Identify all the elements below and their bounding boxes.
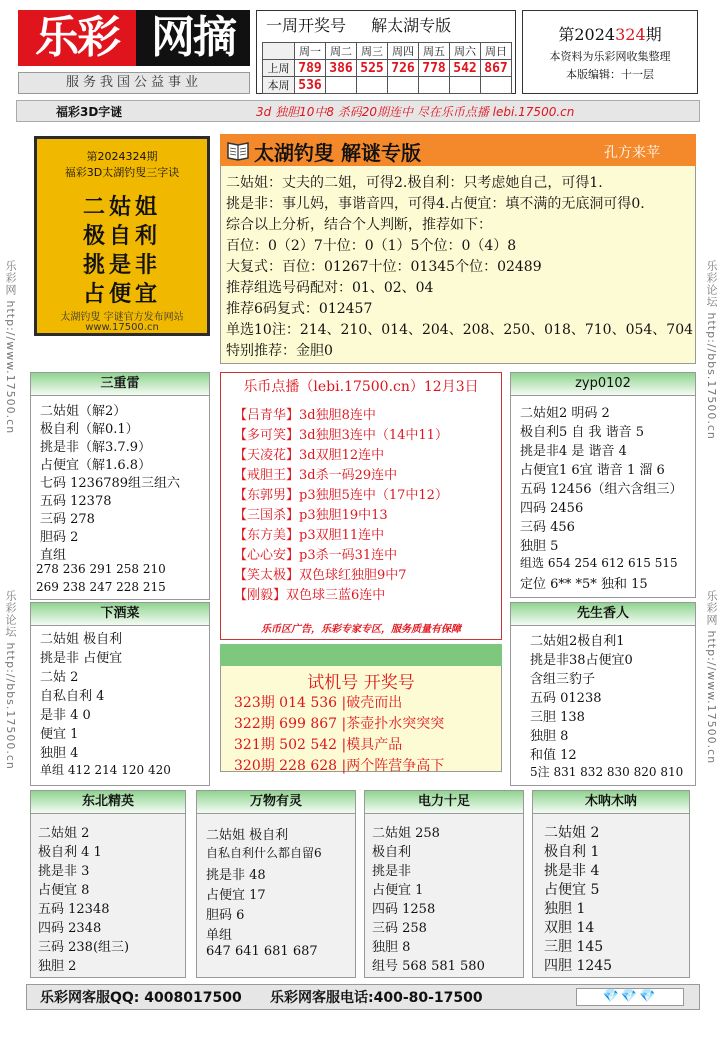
day-cell: 周日 xyxy=(481,43,512,60)
day-cell: 周四 xyxy=(388,43,419,60)
zyp-title: zyp0102 xyxy=(510,372,696,396)
panel-line: 和值 12 xyxy=(530,748,577,763)
lebi-item[interactable]: 【东方美】p3双胆11连中 xyxy=(234,528,385,543)
panel-line: 挑是非 xyxy=(372,864,412,879)
weekly-draw-title xyxy=(262,14,512,38)
panel-line: 三码 278 xyxy=(40,512,95,527)
footer-phone: 乐彩网客服电话:400-80-17500 xyxy=(270,990,483,1006)
main-solution-title: 太湖钓叟 解谜专版 xyxy=(254,141,421,165)
band-title: 福彩3D字谜 xyxy=(56,105,123,119)
dianli-title: 电力十足 xyxy=(364,790,524,814)
panel-line: 直组 xyxy=(40,548,67,563)
panel-line: 五码 12378 xyxy=(40,494,112,509)
panel-line: 5注 831 832 830 820 810 xyxy=(530,765,684,779)
draw-number: 726 xyxy=(388,60,419,77)
lebi-item[interactable]: 【笑太极】双色球红独胆9中7 xyxy=(234,568,407,583)
panel-line: 胆码 6 xyxy=(206,908,245,923)
panel-line: 独胆 1 xyxy=(544,901,586,917)
draw-number: 789 xyxy=(295,60,326,77)
this-week-row xyxy=(263,77,512,94)
draw-number xyxy=(357,77,388,94)
main-solution-author: 孔方来苹 xyxy=(604,145,660,161)
panel-line: 独胆 2 xyxy=(38,959,77,974)
xiacaicai-title: 下酒菜 xyxy=(30,602,210,626)
panel-line: 独胆 8 xyxy=(530,729,569,744)
panel-line: 占便宜 8 xyxy=(38,883,90,898)
panel-line: 三胆 138 xyxy=(530,710,585,725)
trial-row: 320期 228 628 |两个阵营争高下 xyxy=(234,758,445,774)
weekly-draw-table xyxy=(262,42,512,94)
solution-line: 综合以上分析，结合个人判断，推荐如下： xyxy=(226,217,492,233)
issue-number xyxy=(522,22,698,45)
draw-number: 386 xyxy=(326,60,357,77)
panel-line: 组选 654 254 612 615 515 xyxy=(520,556,678,570)
logo-red-text: 乐彩 xyxy=(18,10,136,66)
draw-number xyxy=(326,77,357,94)
panel-line: 二姑姐 极自利 xyxy=(206,828,289,843)
panel-line: 占便宜 5 xyxy=(544,882,600,898)
draw-title-left: 一周开奖号 xyxy=(266,16,347,35)
xiansheng-title: 先生香人 xyxy=(510,602,696,626)
slogan: 服务我国公益事业 xyxy=(18,72,250,94)
side-watermark: 乐彩网 http://www.17500.cn xyxy=(705,590,718,765)
this-week-label: 本周 xyxy=(263,77,295,94)
panel-line: 三码 238(组三) xyxy=(38,940,130,955)
lebi-item[interactable]: 【多可笑】3d独胆3连中（14中11） xyxy=(234,428,448,443)
draw-number: 542 xyxy=(450,60,481,77)
panel-line: 二姑 2 xyxy=(40,670,79,685)
panel-line: 单组 412 214 120 420 xyxy=(40,763,171,777)
draw-days-row xyxy=(263,43,512,60)
trial-row: 321期 502 542 |模具产品 xyxy=(234,737,403,753)
panel-line: 二姑姐 2 xyxy=(38,826,90,841)
panel-line: 胆码 2 xyxy=(40,530,79,545)
trial-row: 323期 014 536 |破壳而出 xyxy=(234,695,403,711)
panel-line: 含组三豹子 xyxy=(530,672,596,687)
solution-line: 单选10注：214、210、014、204、208、250、018、710、054、704 xyxy=(226,322,694,338)
book-icon xyxy=(226,139,250,161)
sanchonglei-title: 三重雷 xyxy=(30,372,210,396)
panel-line: 占便宜 1 xyxy=(372,883,424,898)
draw-number xyxy=(450,77,481,94)
panel-line: 双胆 14 xyxy=(544,920,595,936)
panel-line: 挑是非（解3.7.9） xyxy=(40,440,152,455)
draw-title-right: 解太湖专版 xyxy=(371,16,452,35)
lebi-ad-note: 乐币区广告，乐彩专家专区，服务质量有保障 xyxy=(261,624,461,635)
panel-line: 四码 2456 xyxy=(520,501,584,516)
panel-line: 极自利（解0.1） xyxy=(40,422,139,437)
panel-line: 自私自利 4 xyxy=(40,689,105,704)
solution-line: 大复式：百位：01267十位：01345个位：02489 xyxy=(226,259,542,275)
lebi-item[interactable]: 【心心安】p3杀一码31连中 xyxy=(234,548,398,563)
panel-line: 便宜 1 xyxy=(40,727,79,742)
panel-line: 组号 568 581 580 xyxy=(372,959,485,974)
draw-number: 525 xyxy=(357,60,388,77)
riddle-line: 占便宜 xyxy=(82,281,161,307)
panel-line: 极自利 xyxy=(372,845,412,860)
draw-number: 778 xyxy=(419,60,450,77)
panel-line: 单组 xyxy=(206,928,233,943)
panel-line: 挑是非 占便宜 xyxy=(40,651,123,666)
draw-number xyxy=(419,77,450,94)
panel-line: 二姑姐 258 xyxy=(372,826,440,841)
panel-line: 三胆 145 xyxy=(544,939,604,955)
draw-number xyxy=(388,77,419,94)
panel-line: 定位 6** *5* 独和 15 xyxy=(520,577,648,592)
dongbei-title: 东北精英 xyxy=(30,790,186,814)
day-cell: 周二 xyxy=(326,43,357,60)
draw-number xyxy=(481,77,512,94)
lebi-item[interactable]: 【三国杀】p3独胆19中13 xyxy=(234,508,388,523)
panel-line: 四码 2348 xyxy=(38,921,102,936)
panel-line: 独胆 4 xyxy=(40,746,79,761)
trial-title: 试机号 开奖号 xyxy=(307,673,415,693)
last-week-label: 上周 xyxy=(263,60,295,77)
diamond-icon: 💎💎💎 xyxy=(576,988,684,1006)
panel-line: 独胆 8 xyxy=(372,940,411,955)
day-cell: 周一 xyxy=(295,43,326,60)
panel-line: 挑是非38占便宜0 xyxy=(530,653,633,668)
poster-url[interactable]: www.17500.cn xyxy=(85,322,159,333)
panel-line: 二姑姐 极自利 xyxy=(40,632,123,647)
lebi-title[interactable]: 乐币点播（lebi.17500.cn）12月3日 xyxy=(243,379,479,395)
panel-line: 269 238 247 228 215 xyxy=(36,580,166,594)
lebi-item[interactable]: 【刚毅】双色球三蓝6连中 xyxy=(234,588,386,603)
riddle-line: 极自利 xyxy=(82,223,161,249)
panel-line: 四码 1258 xyxy=(372,902,436,917)
panel-line: 挑是非4 是 谐音 4 xyxy=(520,444,627,459)
issue-suffix: 期 xyxy=(645,25,662,44)
panel-line: 极自利 1 xyxy=(544,844,600,860)
panel-line: 七码 1236789组三组六 xyxy=(40,476,181,491)
muna-title: 木呐木呐 xyxy=(532,790,690,814)
panel-line: 占便宜 17 xyxy=(206,888,266,903)
poster-issue: 第2024324期 xyxy=(86,150,158,163)
riddle-line: 挑是非 xyxy=(82,252,161,278)
solution-line: 推荐组选号码配对：01、02、04 xyxy=(226,280,434,296)
trial-row: 322期 699 867 |茶壶扑水突突突 xyxy=(234,716,445,732)
draw-number: 867 xyxy=(481,60,512,77)
lebi-item[interactable]: 【天凌花】3d双胆12连中 xyxy=(234,448,385,463)
day-cell: 周五 xyxy=(419,43,450,60)
panel-line: 挑是非 48 xyxy=(206,868,266,883)
side-watermark: 乐彩网 http://www.17500.cn xyxy=(4,260,17,435)
panel-line: 是非 4 0 xyxy=(40,708,91,723)
panel-line: 二姑姐（解2） xyxy=(40,404,127,419)
lebi-item[interactable]: 【东郭男】p3独胆5连中（17中12） xyxy=(234,488,448,503)
editor-note: 本版编辑：十一层 xyxy=(566,68,654,81)
solution-line: 百位：0（2）7十位：0（1）5个位：0（4）8 xyxy=(226,238,517,254)
panel-line: 二姑姐 2 xyxy=(544,825,600,841)
riddle-line: 二姑姐 xyxy=(82,194,161,220)
solution-line: 二姑姐：丈夫的二姐，可得2.极自利：只考虑她自己，可得1. xyxy=(226,175,603,191)
lebi-item[interactable]: 【戒胆王】3d杀一码29连中 xyxy=(234,468,398,483)
panel-line: 五码 12348 xyxy=(38,902,110,917)
day-cell: 周六 xyxy=(450,43,481,60)
panel-line: 四胆 1245 xyxy=(544,958,613,974)
logo-black-text: 网摘 xyxy=(136,10,250,66)
panel-line: 挑是非 4 xyxy=(544,863,600,879)
issue-note: 本资料为乐彩网收集整理 xyxy=(549,50,671,63)
issue-prefix: 第2024 xyxy=(558,25,616,44)
wanwu-title: 万物有灵 xyxy=(196,790,356,814)
panel-line: 占便宜（解1.6.8） xyxy=(40,458,152,473)
panel-line: 278 236 291 258 210 xyxy=(36,562,166,576)
issue-highlight: 324 xyxy=(615,25,646,44)
side-watermark: 乐彩论坛 http://bbs.17500.cn xyxy=(4,590,17,770)
band-ad-link[interactable]: 3d 独胆10中8 杀码20期连中 尽在乐币点播 lebi.17500.cn xyxy=(256,105,575,119)
solution-line: 特别推荐：金胆0 xyxy=(226,343,333,359)
poster-footer: 太湖钓叟 字谜官方发布网站 xyxy=(60,312,184,323)
draw-number: 536 xyxy=(295,77,326,94)
solution-line: 挑是非：事儿妈，事谐音四，可得4.占便宜：填不满的无底洞可得0. xyxy=(226,196,645,212)
panel-line: 占便宜1 6宜 谐音 1 溜 6 xyxy=(520,463,665,478)
panel-line: 极自利 4 1 xyxy=(38,845,102,860)
lebi-item[interactable]: 【吕青华】3d独胆8连中 xyxy=(234,408,376,423)
trial-bar xyxy=(220,644,502,666)
panel-line: 二姑姐2极自利1 xyxy=(530,634,625,649)
panel-line: 独胆 5 xyxy=(520,539,559,554)
panel-line: 三码 456 xyxy=(520,520,575,535)
footer-qq: 乐彩网客服QQ: 4008017500 xyxy=(40,990,242,1006)
day-cell: 周三 xyxy=(357,43,388,60)
panel-line: 二姑姐2 明码 2 xyxy=(520,406,610,421)
draw-corner xyxy=(263,43,295,60)
solution-line: 推荐6码复式：012457 xyxy=(226,301,373,317)
poster-subtitle: 福彩3D太湖钓叟三字诀 xyxy=(64,166,180,179)
panel-line: 自私自利什么都自留6 xyxy=(206,846,322,860)
panel-line: 挑是非 3 xyxy=(38,864,90,879)
panel-line: 三码 258 xyxy=(372,921,427,936)
panel-line: 647 641 681 687 xyxy=(206,944,318,959)
panel-line: 五码 01238 xyxy=(530,691,602,706)
last-week-row xyxy=(263,60,512,77)
panel-line: 五码 12456（组六含组三） xyxy=(520,482,683,497)
side-watermark: 乐彩论坛 http://bbs.17500.cn xyxy=(705,260,718,440)
panel-line: 极自利5 自 我 谐音 5 xyxy=(520,425,645,440)
